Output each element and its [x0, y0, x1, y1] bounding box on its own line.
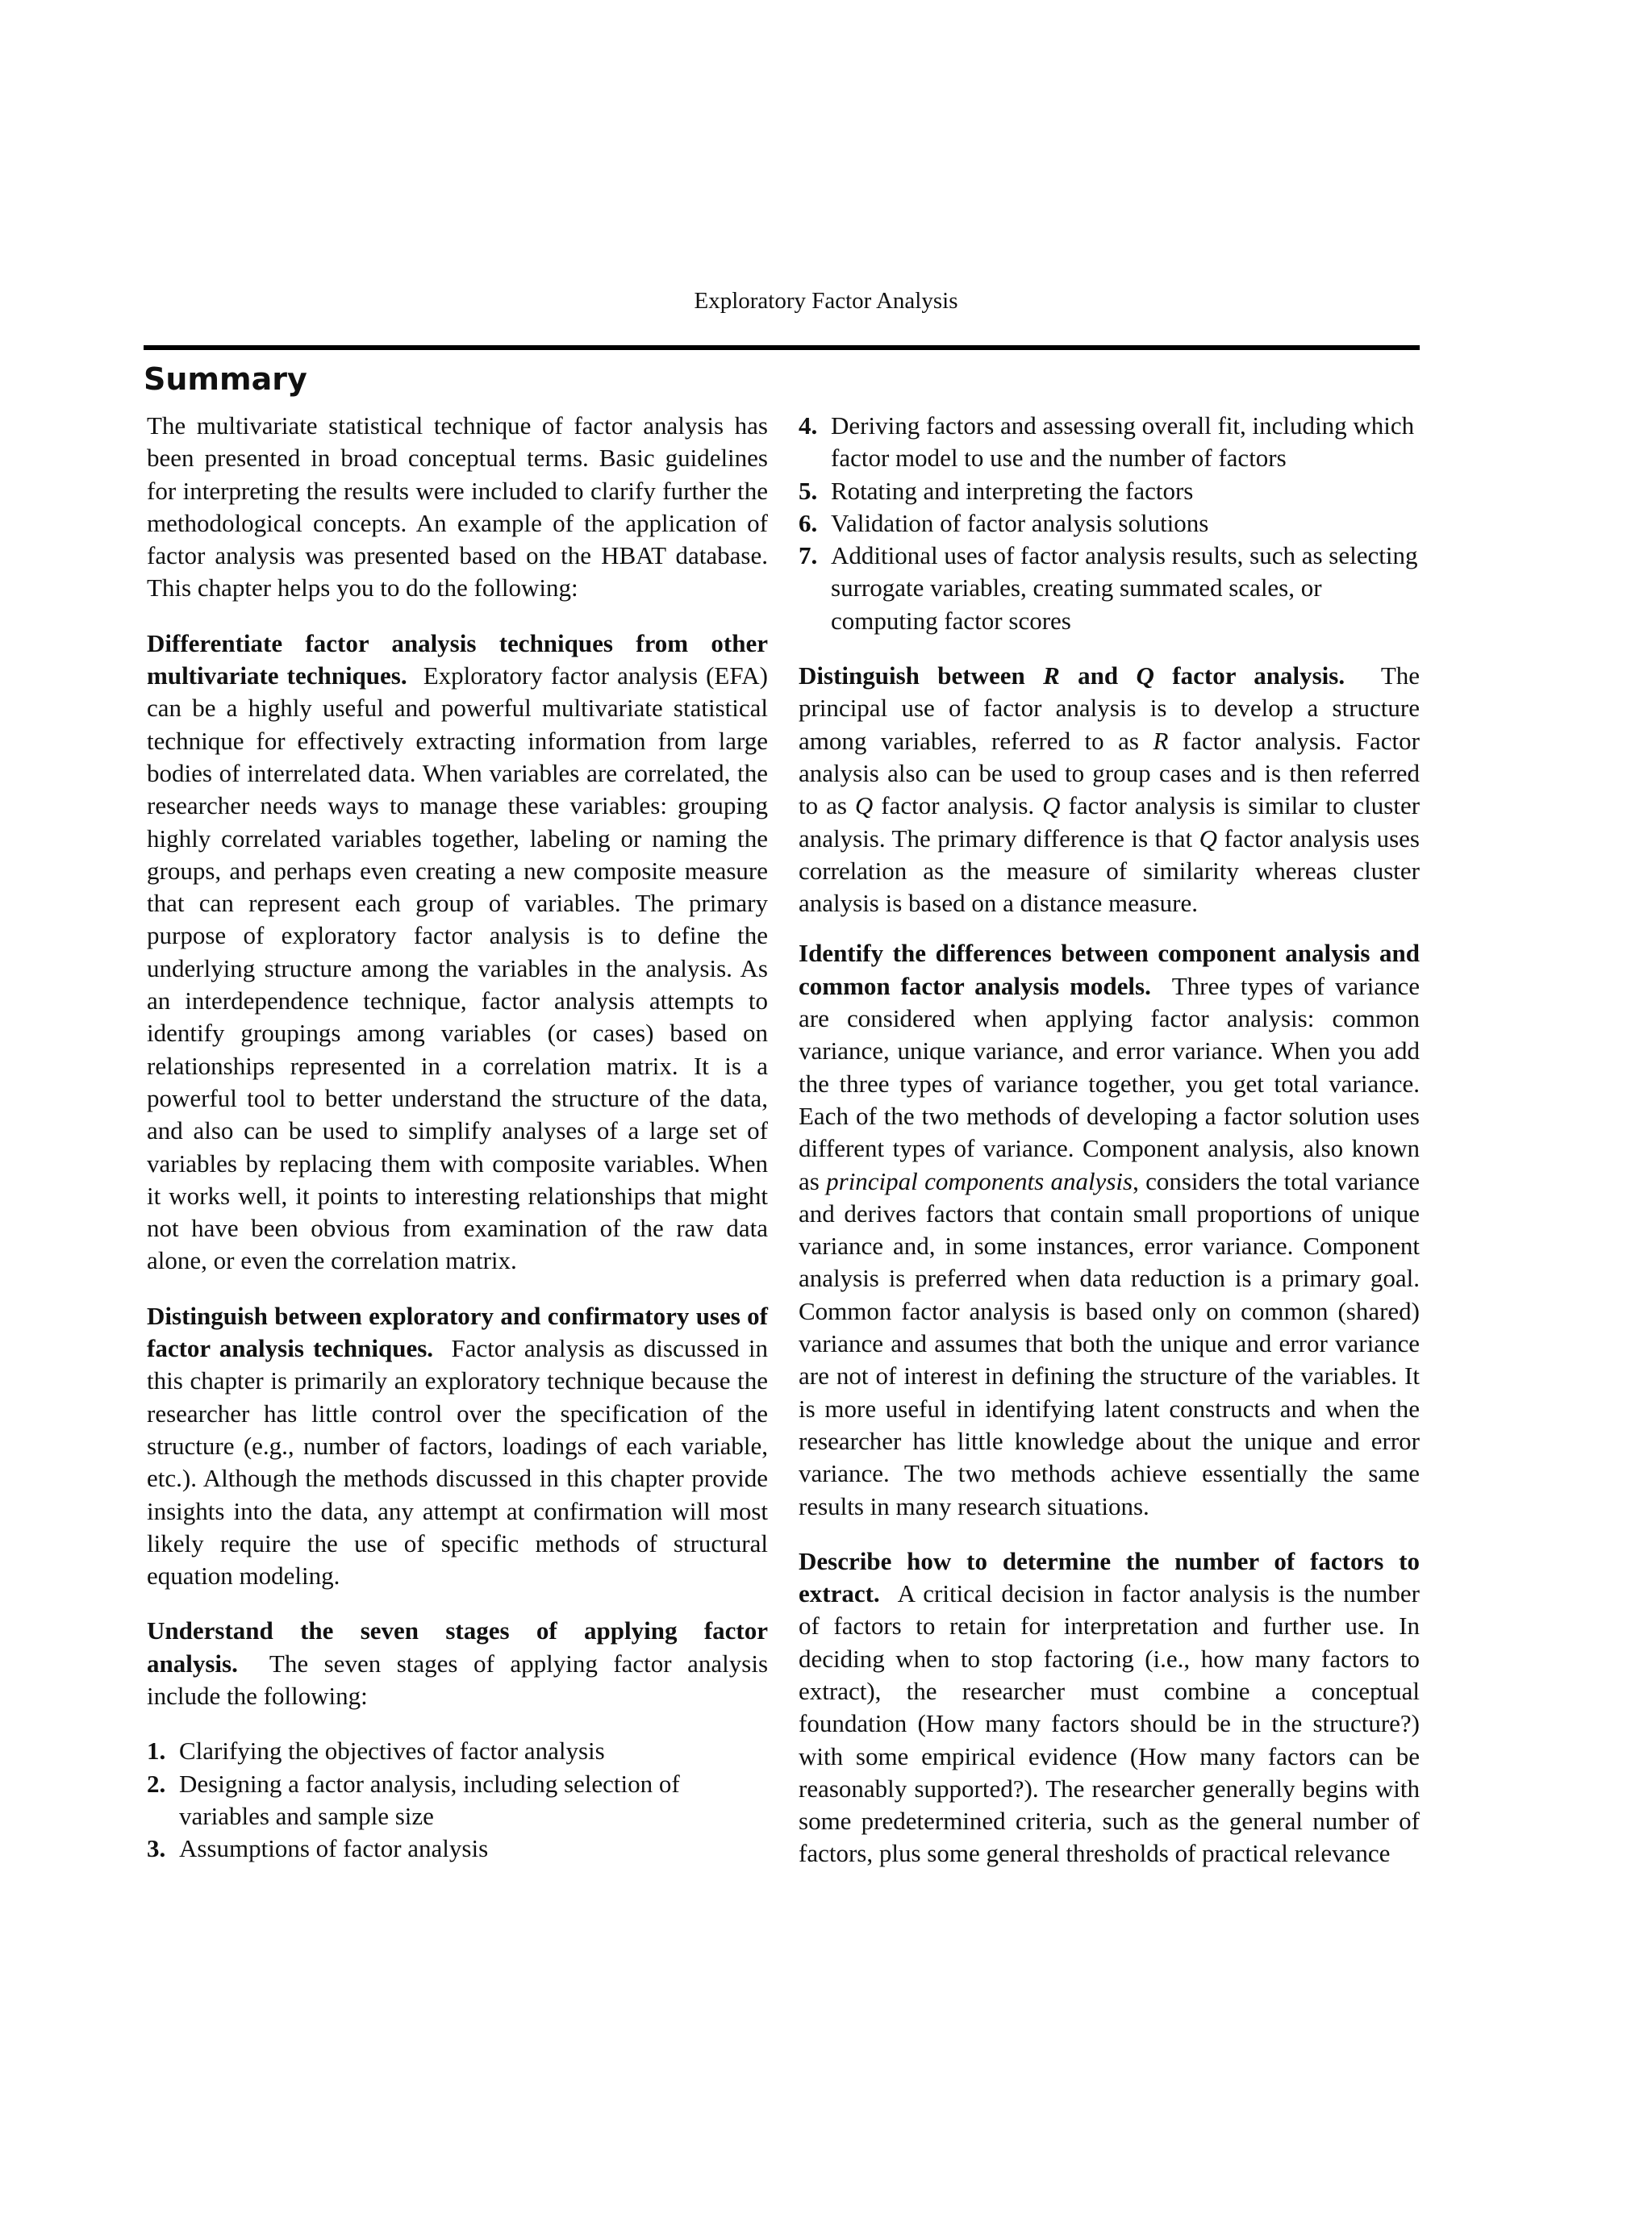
list-text: Deriving factors and assessing overall fit, including which factor model to use and the number of factors — [831, 411, 1415, 473]
list-text: Additional uses of factor analysis results, such as selecting surrogate variables, creating summated scales, or computing factor scores — [831, 541, 1418, 635]
body-text: factor analysis is similar to cluster analysis. The primary difference is that — [799, 791, 1420, 853]
heading-text: and — [1078, 661, 1119, 690]
objective-body: Exploratory factor analysis (EFA) can be a highly useful and powerful multivariate statistical technique for effectively extracting information from large bodies of interrelated data. When variables are correlated, the researcher needs ways to manage these variables: grouping highly correlated variables together, labeling or naming the groups, and perhaps even creating a new composite measure that can represent each group of variables. The primary purpose of exploratory factor analysis is to define the underlying structure among the variables in the analysis. As an interdependence technique, factor analysis attempts to identify groupings among variables (or cases) based on relationships represented in a correlation matrix. It is a powerful tool to better understand the structure of the data, and also can be used to simplify analyses of a large set of variables by replacing them with composite variables. When it works well, it points to interesting relationships that might not have been obvious from examination of the raw data alone, or even the correlation matrix. — [147, 661, 768, 1275]
list-number: 7. — [799, 541, 818, 570]
right-column — [799, 410, 1420, 1870]
list-number: 5. — [799, 476, 818, 505]
heading-r: R — [1043, 661, 1060, 690]
list-text: Rotating and interpreting the factors — [831, 476, 1194, 505]
objective-number-of-factors — [799, 1545, 1420, 1870]
body-text: , considers the total variance and derives factors that contain small proportions of unique variance and, in some instances, error variance. Component analysis is preferred when data reduction is a primary goal. Common factor analysis is based only on common (shared) variance and assumes that both the unique and error variance are not of interest in defining the structure of the variables. It is more useful in identifying latent constructs and when the researcher has little knowledge about the unique and error variance. The two methods achieve essentially the same results in many research situations. — [799, 1166, 1420, 1520]
list-number: 1. — [147, 1737, 166, 1766]
stages-list-part2 — [799, 410, 1420, 637]
italic-term: principal components analysis — [826, 1166, 1133, 1195]
body-text: factor analysis. Factor analysis also can be used to group cases and is then referred to as — [799, 726, 1420, 820]
list-item — [799, 410, 1420, 475]
italic-q: Q — [1199, 824, 1217, 853]
objective-body: The seven stages of applying factor analysis include the following: — [147, 1649, 769, 1710]
objective-heading: Understand the seven stages of applying factor analysis. — [147, 1616, 768, 1678]
heading-text: Distinguish between — [799, 661, 1025, 690]
list-number: 2. — [147, 1769, 166, 1798]
objective-component-vs-common — [799, 937, 1420, 1522]
objective-heading: Distinguish between exploratory and confirmatory uses of factor analysis techniques. — [147, 1301, 768, 1363]
body-text: Three types of variance are considered when applying factor analysis: common variance, unique variance, and error variance. When you add the three types of variance together, you get total variance. Each of the two methods of developing a factor solution uses different types of variance. Component analysis, also known as — [799, 971, 1420, 1195]
list-item — [147, 1833, 768, 1865]
list-number: 3. — [147, 1834, 166, 1863]
list-item — [799, 540, 1420, 637]
body-text: The principal use of factor analysis is to develop a structure among variables, referred to as — [799, 661, 1420, 755]
intro-paragraph: The multivariate statistical technique of factor analysis has been presented in broad conceptual terms. Basic guidelines for interpreting the results were included to clarify further the methodological concepts. An example of the application of factor analysis was presented based on the HBAT database. This chapter helps you to do the following: — [147, 411, 768, 603]
objective-heading: Identify the differences between component analysis and common factor analysis models. — [799, 939, 1420, 1000]
objective-heading: Differentiate factor analysis techniques from other multivariate techniques. — [147, 628, 768, 690]
list-number: 6. — [799, 508, 818, 537]
list-text: Clarifying the objectives of factor analysis — [179, 1737, 605, 1766]
objective-differentiate — [147, 628, 768, 1278]
list-number: 4. — [799, 411, 818, 440]
list-text: Validation of factor analysis solutions — [831, 508, 1209, 537]
heading-text: factor analysis. — [1172, 661, 1345, 690]
italic-q: Q — [1042, 791, 1061, 820]
objective-seven-stages — [147, 1615, 768, 1712]
italic-r: R — [1153, 726, 1169, 755]
list-item — [799, 475, 1420, 507]
body-text: factor analysis uses correlation as the measure of similarity whereas cluster analysis is based on a distance measure. — [799, 824, 1420, 918]
objective-body: Factor analysis as discussed in this chapter is primarily an exploratory technique because the researcher has little control over the specification of the structure (e.g., number of factors, loadings of each variable, etc.). Although the methods discussed in this chapter provide insights into the data, any attempt at confirmation will most likely require the use of specific methods of structural equation modeling. — [147, 1334, 768, 1591]
list-text: Assumptions of factor analysis — [179, 1834, 489, 1863]
stages-list-part1 — [147, 1735, 768, 1865]
objective-heading — [799, 661, 1345, 690]
running-header: Exploratory Factor Analysis — [694, 288, 958, 314]
heading-q: Q — [1136, 661, 1154, 690]
body-text: factor analysis. — [881, 791, 1035, 820]
left-column — [147, 410, 768, 1865]
objective-r-q-analysis — [799, 660, 1420, 919]
list-item — [147, 1735, 768, 1767]
list-text: Designing a factor analysis, including selection of variables and sample size — [179, 1769, 680, 1830]
objective-body: A critical decision in factor analysis is the number of factors to retain for interpretation and further use. In deciding when to stop factoring (i.e., how many factors to extract), the researcher must combine a conceptual foundation (How many factors should be in the structure?) with some empirical evidence (How many factors can be reasonably supported?). The researcher generally begins with some predetermined criteria, such as the general number of factors, plus some general thresholds of practical relevance — [799, 1579, 1420, 1868]
list-item — [147, 1768, 768, 1833]
header-rule — [144, 345, 1420, 350]
italic-q: Q — [854, 791, 874, 820]
objective-exploratory-confirmatory — [147, 1300, 768, 1593]
section-heading: Summary — [144, 361, 307, 397]
list-item — [799, 507, 1420, 540]
objective-heading: Describe how to determine the number of factors to extract. — [799, 1546, 1420, 1608]
